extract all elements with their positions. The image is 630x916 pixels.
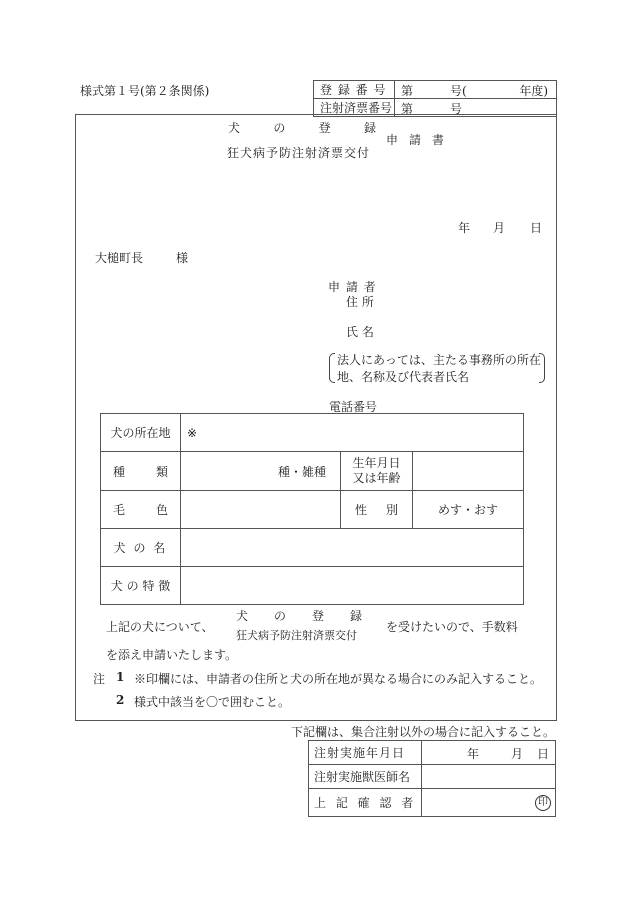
go-label: 号 — [450, 102, 463, 116]
right-bracket — [539, 353, 545, 383]
tag-number-label: 注射済票番号 — [314, 99, 395, 117]
confirmer-field[interactable] — [422, 789, 556, 817]
request-suffix: を受けたいので、手数料 — [386, 620, 518, 634]
title-char: 登 — [318, 121, 331, 135]
title-char: 犬 — [228, 121, 241, 135]
dog-location-field[interactable] — [181, 414, 524, 452]
option-char: 犬 — [236, 609, 249, 623]
month-label: 月 — [511, 746, 524, 761]
sex-options: めす・おす — [437, 503, 498, 517]
note-number: 2 — [116, 693, 125, 707]
dog-name-label: 犬 の 名 — [101, 529, 181, 567]
confirmer-label: 上 記 確 認 者 — [309, 789, 422, 817]
title-line1 — [228, 119, 376, 136]
seal-icon: 印 — [535, 795, 551, 811]
dog-features-label: 犬 の 特 徴 — [101, 567, 181, 605]
date-month-label: 月 — [493, 221, 506, 235]
applicant-address-label: 住 所 — [346, 295, 374, 309]
dog-info-table — [100, 413, 524, 605]
phone-field[interactable] — [385, 398, 545, 412]
veterinarian-name-label: 注射実施獣医師名 — [309, 765, 422, 789]
fiscal-year-label: 年度) — [519, 84, 548, 98]
addressee-name: 大槌町長 — [95, 251, 144, 265]
sex-label — [341, 491, 413, 529]
left-bracket — [329, 353, 335, 383]
applicant-name-field[interactable] — [375, 323, 545, 337]
type-label — [101, 452, 181, 491]
veterinarian-name-field[interactable] — [422, 765, 556, 789]
form-number: 様式第１号(第２条関係) — [80, 84, 210, 98]
injection-record-table — [308, 740, 556, 817]
day-label: 日 — [536, 746, 549, 761]
title-char: 書 — [431, 133, 444, 147]
dog-features-field[interactable] — [181, 567, 524, 605]
label-char: 色 — [155, 503, 168, 517]
breed-field[interactable] — [181, 452, 341, 491]
title-line2: 狂犬病予防注射済票交付 — [227, 146, 371, 160]
injection-date-label: 注射実施年月日 — [309, 741, 422, 765]
label-char: 毛 — [113, 503, 126, 517]
label-char: 種 — [113, 464, 126, 479]
location-mark: ※ — [187, 425, 198, 440]
year-label: 年 — [467, 746, 480, 761]
title-char: 録 — [363, 121, 376, 135]
injection-date-field[interactable] — [422, 741, 556, 765]
applicant-address-field[interactable] — [375, 293, 545, 307]
title-char: 請 — [408, 133, 421, 147]
coat-color-field[interactable] — [181, 491, 341, 529]
date-day-label: 日 — [530, 221, 543, 235]
option-char: の — [273, 609, 286, 623]
request-line2: を添え申請いたします。 — [106, 648, 238, 662]
birth-age-field[interactable] — [413, 452, 524, 491]
note-text: ※印欄には、申請者の住所と犬の所在地が異なる場合にのみ記入すること。 — [134, 672, 543, 686]
dog-name-field[interactable] — [181, 529, 524, 567]
label-char: 類 — [155, 464, 168, 479]
applicant-name-label: 氏 名 — [346, 325, 374, 339]
note-number: 1 — [116, 670, 125, 684]
corporate-note-line1: 法人にあっては、主たる事務所の所在 — [337, 353, 541, 367]
dai-label: 第 — [401, 84, 414, 98]
notes-label: 注 — [93, 672, 106, 686]
phone-label: 電話番号 — [329, 400, 378, 414]
request-option1[interactable] — [236, 607, 362, 624]
dai-label: 第 — [401, 102, 414, 116]
applicant-heading: 申 請 者 — [328, 280, 377, 294]
go-label: 号( — [450, 84, 467, 98]
footer-instruction: 下記欄は、集合注射以外の場合に記入すること。 — [291, 725, 556, 739]
sex-options-field[interactable] — [413, 491, 524, 529]
note-text: 様式中該当を〇で囲むこと。 — [134, 695, 291, 709]
title-suffix — [386, 131, 444, 148]
label-char: 別 — [385, 503, 398, 517]
option-char: 録 — [349, 609, 362, 623]
label-char: 性 — [355, 503, 368, 517]
title-char: の — [273, 121, 286, 135]
header-registration-table — [313, 80, 557, 117]
addressee-honorific: 様 — [176, 251, 189, 265]
coat-color-label — [101, 491, 181, 529]
date-year-label: 年 — [458, 221, 471, 235]
option-char: 登 — [311, 609, 324, 623]
corporate-note-line2: 地、名称及び代表者氏名 — [337, 370, 470, 384]
title-char: 申 — [386, 133, 399, 147]
registration-number-label: 登 録 番 号 — [314, 81, 395, 99]
registration-number-field[interactable] — [395, 81, 557, 99]
birth-label-line2: 又は年齢 — [352, 471, 401, 485]
birth-label-line1: 生年月日 — [352, 456, 401, 470]
birth-age-label — [341, 452, 413, 491]
dog-location-label: 犬の所在地 — [101, 414, 181, 452]
request-option2[interactable]: 狂犬病予防注射済票交付 — [236, 629, 357, 642]
breed-text: 種・雑種 — [277, 464, 326, 479]
request-prefix: 上記の犬について、 — [106, 620, 214, 634]
